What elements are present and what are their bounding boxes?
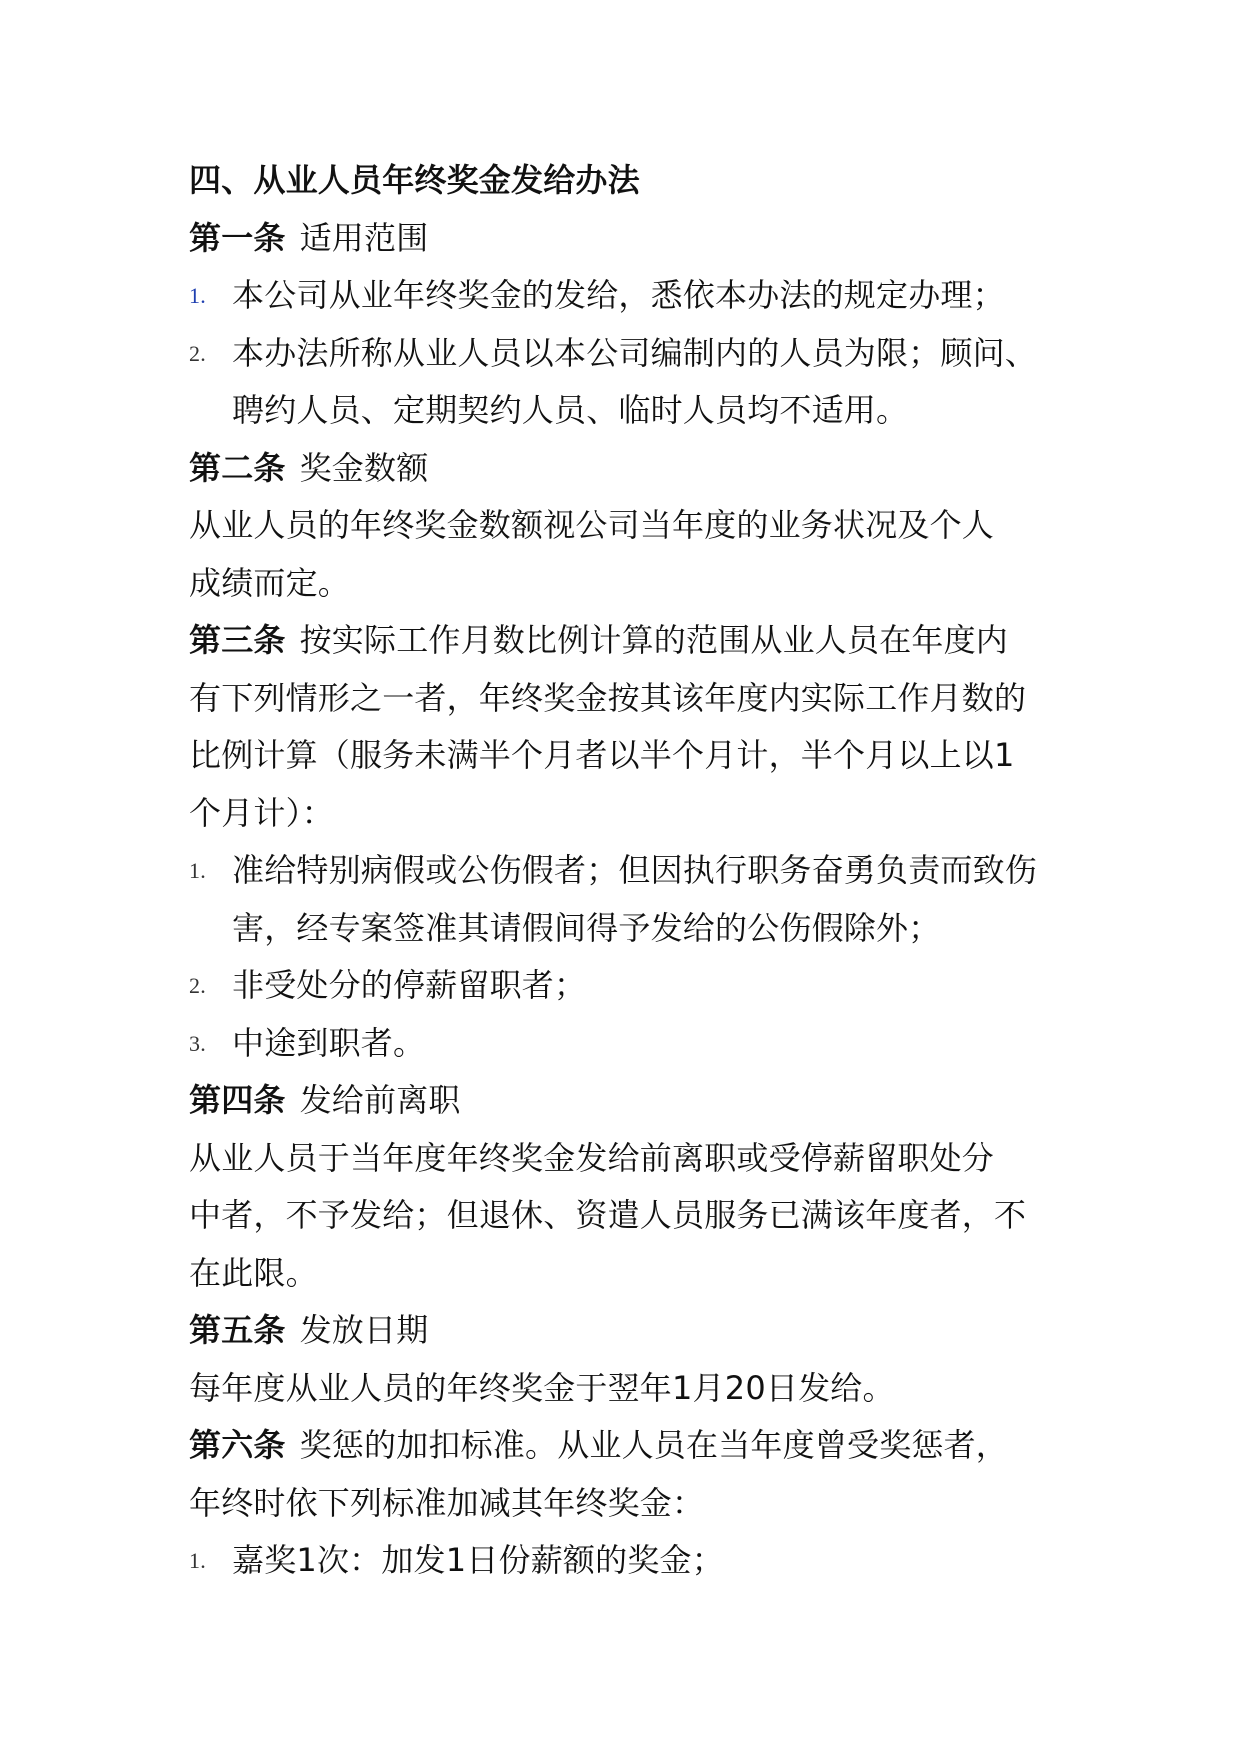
list-item-text: 非受处分的停薪留职者；	[232, 966, 587, 1004]
list-number: 3.	[189, 1030, 206, 1056]
list-item	[189, 957, 1069, 1015]
list-item-continuation: 害，经专案签准其请假间得予发给的公伤假除外；	[232, 908, 941, 947]
list-number: 1.	[189, 283, 206, 308]
article-1-header	[189, 210, 1069, 268]
list-item	[189, 1015, 1069, 1073]
list-item	[189, 267, 1069, 325]
section-title: 四、从业人员年终奖金发给办法	[189, 161, 640, 199]
list-item	[189, 842, 1069, 900]
list-number: 1.	[189, 858, 206, 883]
article-title: 奖金数额	[299, 448, 429, 487]
paragraph-line: 在此限。	[189, 1253, 318, 1292]
paragraph-line: 个月计）：	[189, 793, 335, 832]
paragraph-line: 每年度从业人员的年终奖金于翌年1月20日发给。	[189, 1368, 895, 1407]
paragraph-line: 中者，不予发给；但退休、资遣人员服务已满该年度者，不	[189, 1196, 1027, 1234]
paragraph-line: 从业人员的年终奖金数额视公司当年度的业务状况及个人	[189, 506, 995, 544]
article-title: 发放日期	[299, 1311, 429, 1349]
list-item	[189, 325, 1069, 383]
list-number: 2.	[189, 973, 206, 998]
article-title: 奖惩的加扣标准。从业人员在当年度曾受奖惩者，	[299, 1426, 1009, 1464]
list-item-text: 嘉奖1次：加发1日份薪额的奖金；	[232, 1541, 724, 1579]
paragraph-line: 有下列情形之一者，年终奖金按其该年度内实际工作月数的	[189, 678, 1027, 717]
article-number: 第二条	[189, 448, 286, 487]
article-title: 适用范围	[299, 218, 429, 257]
list-item-text: 本公司从业年终奖金的发给，悉依本办法的规定办理；	[232, 276, 1005, 314]
article-number: 第一条	[189, 218, 286, 257]
list-item-continuation: 聘约人员、定期契约人员、临时人员均不适用。	[232, 391, 909, 429]
list-number: 1.	[189, 1548, 206, 1573]
article-3-header	[189, 612, 1069, 670]
paragraph-line: 成绩而定。	[189, 563, 351, 602]
list-number: 2.	[189, 340, 206, 366]
article-6-header	[189, 1417, 1069, 1475]
list-item-text: 中途到职者。	[232, 1023, 426, 1062]
article-5-header	[189, 1302, 1069, 1360]
article-title: 发给前离职	[299, 1081, 461, 1119]
article-2-header	[189, 440, 1069, 498]
article-number: 第四条	[189, 1081, 286, 1119]
paragraph-line: 年终时依下列标准加减其年终奖金：	[189, 1483, 705, 1522]
paragraph-line: 比例计算（服务未满半个月者以半个月计，半个月以上以1	[189, 736, 1015, 774]
article-number: 第三条	[189, 621, 286, 659]
article-number: 第六条	[189, 1426, 286, 1464]
document-content	[189, 152, 1069, 1590]
list-item	[189, 1532, 1069, 1590]
paragraph-line: 从业人员于当年度年终奖金发给前离职或受停薪留职处分	[189, 1138, 995, 1177]
list-item-text: 准给特别病假或公伤假者；但因执行职务奋勇负责而致伤	[232, 851, 1038, 889]
article-title: 按实际工作月数比例计算的范围从业人员在年度内	[299, 621, 1009, 659]
article-number: 第五条	[189, 1311, 286, 1349]
article-4-header	[189, 1072, 1069, 1130]
list-item-text: 本办法所称从业人员以本公司编制内的人员为限；顾问、	[232, 333, 1038, 372]
